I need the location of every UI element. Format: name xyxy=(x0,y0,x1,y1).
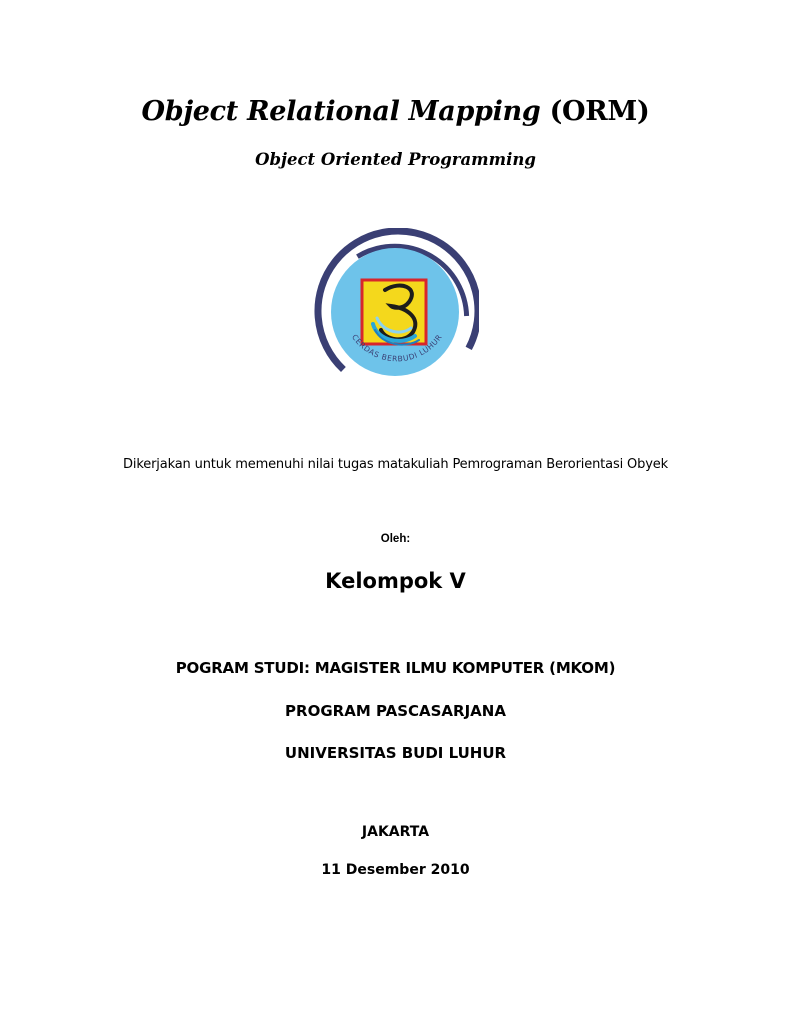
logo-motto: CERDAS BERBUDI LUHUR xyxy=(350,332,444,364)
study-program: POGRAM STUDI: MAGISTER ILMU KOMPUTER (MKOM) xyxy=(175,659,616,677)
document-subtitle: Object Oriented Programming xyxy=(255,150,536,169)
university-name: UNIVERSITAS BUDI LUHUR xyxy=(284,744,507,762)
title-main: Object Relational Mapping xyxy=(141,96,541,127)
document-title xyxy=(0,92,791,132)
faculty-name: PROGRAM PASCASARJANA xyxy=(285,702,506,720)
city-name: JAKARTA xyxy=(361,824,430,840)
document-date: 11 Desember 2010 xyxy=(321,862,470,878)
by-label: Oleh: xyxy=(380,533,411,545)
university-logo xyxy=(311,228,479,396)
group-name: Kelompok V xyxy=(325,569,466,593)
title-suffix: (ORM) xyxy=(549,96,650,127)
logo-square xyxy=(362,280,426,344)
purpose-statement: Dikerjakan untuk memenuhi nilai tugas matakuliah Pemrograman Berorientasi Obyek xyxy=(123,457,668,472)
